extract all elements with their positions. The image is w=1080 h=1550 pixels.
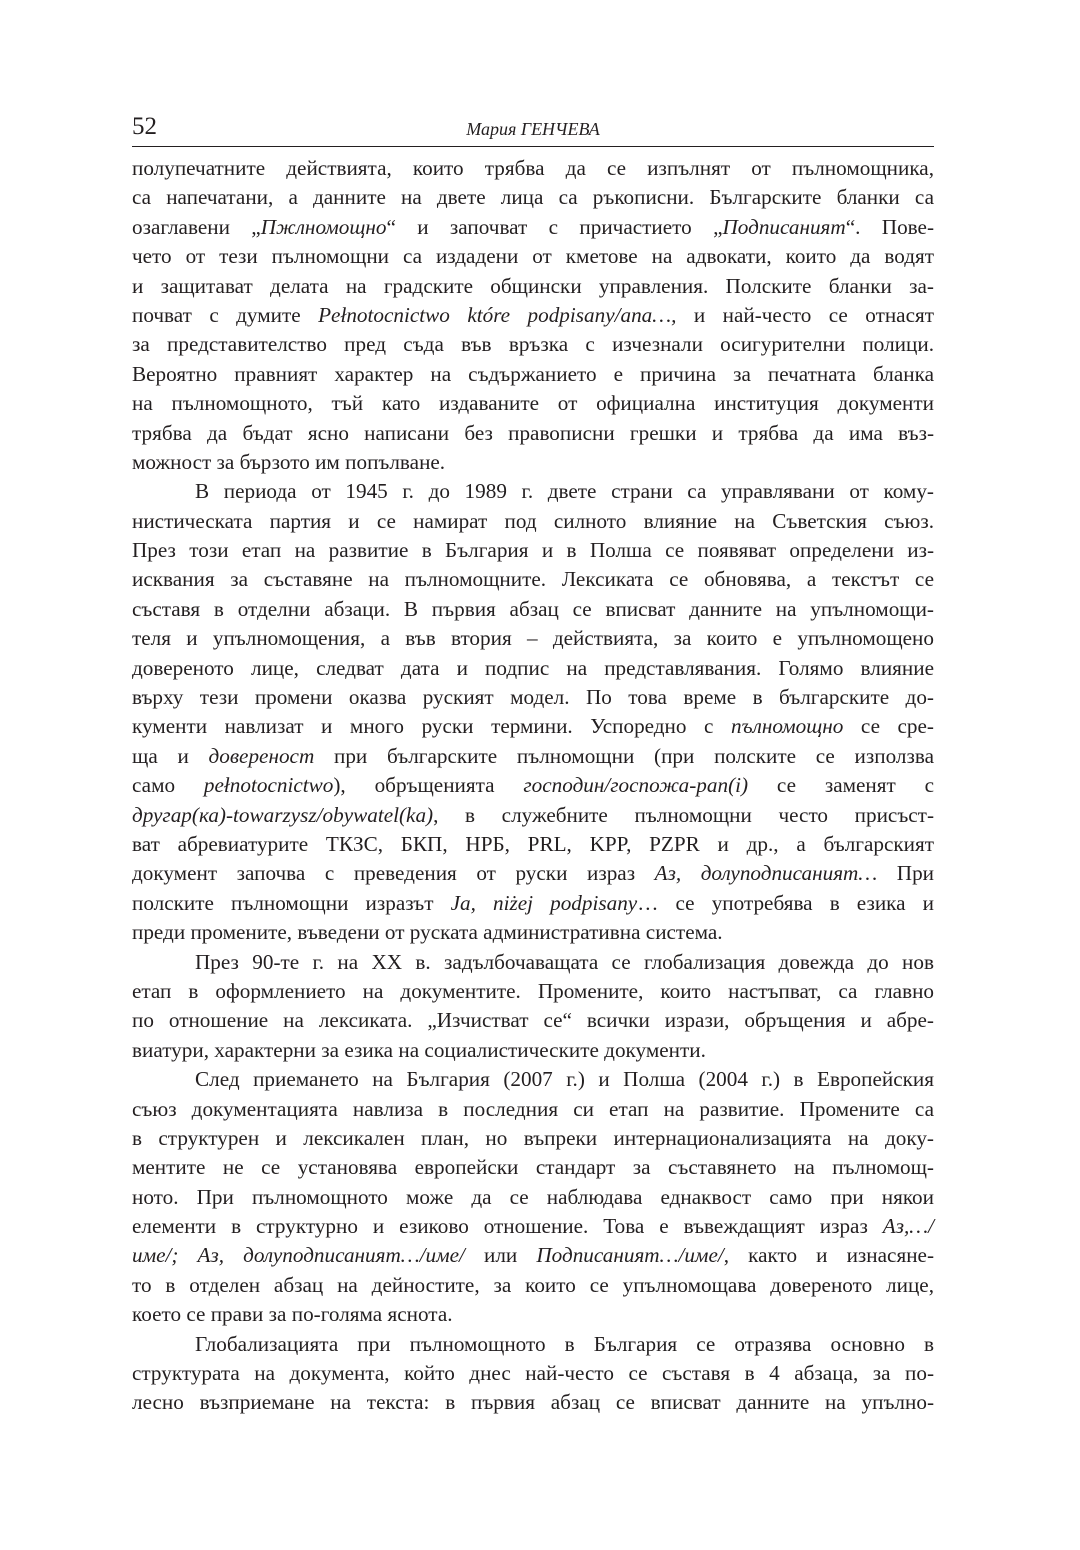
- text-line: полупечатните действията, които трябва да се изпълнят от пълномощника,: [132, 156, 934, 180]
- body-text: [132, 154, 934, 1418]
- text-line: [132, 301, 934, 330]
- text-line: трябва да бъдат ясно написани без правописни грешки и трябва да има въз-: [132, 420, 934, 445]
- text-run: озаглавени „: [132, 214, 261, 239]
- text-line: можност за бързото им попълване.: [132, 449, 446, 474]
- text-line: исквания за съставяне на пълномощните. Лексиката се обновява, а текстът се: [132, 567, 934, 592]
- text-line: В периода от 1945 г. до 1989 г. двете страни са управлявани от кому-: [195, 479, 934, 504]
- italic-term: име/; Аз, долуподписаният…/име/: [132, 1243, 465, 1268]
- text-line: [132, 859, 934, 888]
- text-line: в структурен и лексикален план, но въпреки интернационализацията на доку-: [132, 1125, 934, 1150]
- text-line: лесно възприемане на текста: в първия абзац се вписват данните на упълно-: [132, 1390, 934, 1415]
- text-run: ща и: [132, 743, 209, 768]
- text-line: ментите не се установява европейски стандарт за съставянето на пълномощ-: [132, 1155, 934, 1180]
- text-line: на пълномощното, тъй като издаваните от официална институция документи: [132, 391, 934, 416]
- paragraph-3: [132, 948, 934, 1066]
- text-line: довереното лице, следват дата и подпис на представлявания. Голямо влияние: [132, 655, 934, 680]
- text-line: [132, 1241, 934, 1270]
- italic-term: Аз,…/: [882, 1214, 934, 1239]
- italic-term: Подписаният…/име/: [536, 1243, 724, 1268]
- text-run: при българските пълномощни (при полските се използва: [314, 743, 934, 768]
- italic-term: Pełnotocnictwo które podpisany/ana…,: [318, 302, 677, 327]
- text-run: кументи навлизат и много руски термини. Успоредно с: [132, 714, 732, 739]
- text-line: Глобализацията при пълномощното в България се отразява основно в: [195, 1331, 934, 1356]
- text-line: то в отделен абзац на дейностите, за които се упълномощава довереното лице,: [132, 1272, 934, 1297]
- italic-term: pełnotocnictwo: [203, 773, 334, 798]
- text-line: съюз документацията навлиза в последния си етап на развитие. Промените са: [132, 1096, 934, 1121]
- text-line: ното. При пълномощното може да се наблюдава еднаквост само при някои: [132, 1184, 934, 1209]
- text-run: полските пълномощни изразът: [132, 890, 451, 915]
- italic-term: Подписаният: [722, 214, 846, 239]
- text-line: [132, 889, 934, 918]
- text-line: са напечатани, а данните на двете лица са ръкописни. Българските бланки са: [132, 185, 934, 210]
- text-line: по отношение на лексиката. „Изчистват се“ всички изрази, обръщения и абре-: [132, 1008, 934, 1033]
- italic-term: Ja, niżej podpisany: [450, 890, 638, 915]
- text-line: върху тези промени оказва руският модел. По това време в българските до-: [132, 685, 934, 710]
- text-run: , в служебните пълномощни често присъст-: [433, 802, 934, 827]
- italic-term: Пжлномощно: [260, 214, 387, 239]
- text-run: … се употребява в езика и: [637, 890, 934, 915]
- italic-term: другар(ка)-towarzysz/obywatel(ka): [132, 802, 434, 827]
- text-line: [132, 712, 934, 741]
- text-line: През 90-те г. на XX в. задълбочаващата се глобализация довежда до нов: [195, 949, 934, 974]
- text-line: етап в оформлението на документите. Промените, които настъпват, са главно: [132, 978, 934, 1003]
- text-line: и защитават делата на градските общински управления. Полските бланки за-: [132, 273, 934, 298]
- text-line: чето от тези пълномощни са издадени от кметове на адвокати, които да водят: [132, 244, 934, 269]
- text-line: преди промените, въведени от руската административна система.: [132, 920, 723, 945]
- text-line: което се прави за по-голяма яснота.: [132, 1302, 453, 1327]
- text-line: След приемането на България (2007 г.) и Полша (2004 г.) в Европейския: [195, 1067, 934, 1092]
- text-line: за представителство пред съда във връзка с изчезнали осигурителни полици.: [132, 332, 934, 357]
- text-line: съставя в отделни абзаци. В първия абзац се вписват данните на упълномощи-: [132, 596, 934, 621]
- italic-term: довереност: [208, 743, 315, 768]
- running-head-author: Мария ГЕНЧЕВА: [466, 119, 600, 139]
- text-line: виатури, характерни за езика на социалистическите документи.: [132, 1037, 706, 1062]
- paragraph-4: [132, 1065, 934, 1330]
- text-line: През този етап на развитие в България и в Полша се появяват определени из-: [132, 538, 934, 563]
- text-line: нистическата партия и се намират под силното влияние на Съветския съюз.: [132, 508, 934, 533]
- italic-term: пълномощно: [731, 714, 844, 739]
- text-run: и най-често се отнасят: [676, 302, 934, 327]
- text-run: почват с думите: [132, 302, 319, 327]
- text-run: или: [464, 1243, 537, 1268]
- text-run: се сре-: [843, 714, 934, 739]
- text-run: , както и изнасяне-: [723, 1243, 934, 1268]
- italic-term: господин/госпожа-pan(i): [523, 773, 749, 798]
- text-run: “ и започват с причастието „: [386, 214, 723, 239]
- text-run: ), обръщенията: [333, 773, 524, 798]
- text-run: При: [877, 861, 934, 886]
- text-line: [132, 742, 934, 771]
- text-run: “. Пове-: [845, 214, 935, 239]
- text-run: елементи в структурно и езиково отношение. Това е въвеждащият израз: [132, 1214, 883, 1239]
- text-run: само: [132, 773, 204, 798]
- page-header: [132, 112, 934, 147]
- text-line: теля и упълномощения, а във втория – действията, за които е упълномощено: [132, 626, 934, 651]
- italic-term: Аз, долуподписаният…: [654, 861, 878, 886]
- text-run: се заменят с: [748, 773, 935, 798]
- page-number: 52: [132, 113, 157, 140]
- paragraph-1: [132, 154, 934, 477]
- text-line: ват абревиатурите ТКЗС, БКП, НРБ, PRL, KPP, PZPR и др., а българският: [132, 831, 934, 856]
- text-line: Вероятно правният характер на съдържанието е причина за печатната бланка: [132, 361, 934, 386]
- paragraph-2: [132, 477, 934, 947]
- text-line: [132, 1212, 934, 1241]
- text-line: [132, 771, 934, 800]
- text-run: документ започва с преведения от руски израз: [132, 861, 655, 886]
- text-line: [132, 801, 934, 830]
- text-line: структурата на документа, който днес най-често се съставя в 4 абзаца, за по-: [132, 1361, 934, 1386]
- paragraph-5: [132, 1330, 934, 1418]
- text-line: [132, 213, 934, 242]
